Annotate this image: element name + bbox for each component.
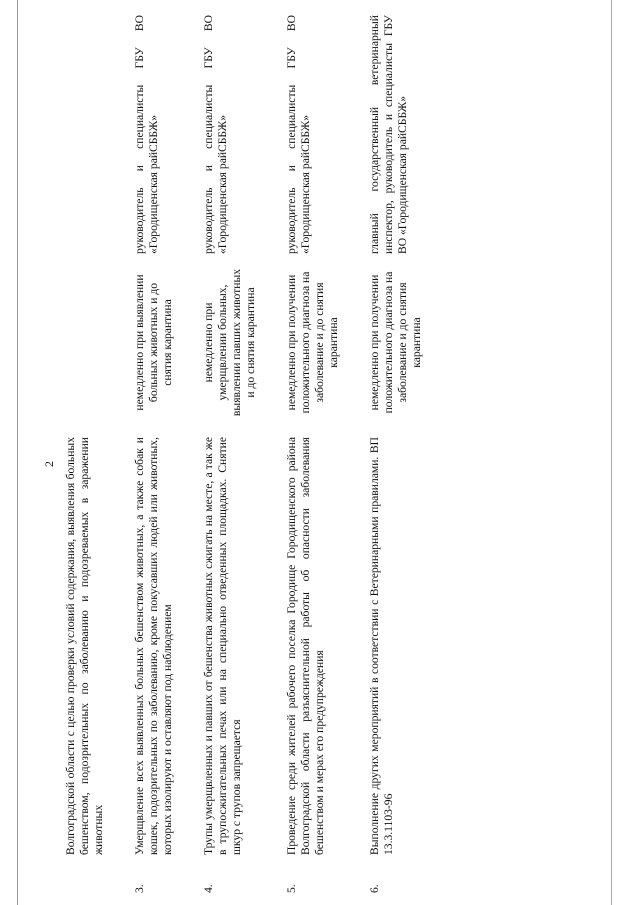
term-text: немедленно при умерщвлении больных, выявлении павших животных и до снятия карантина (202, 268, 257, 417)
table-row (202, 15, 285, 895)
continuation-text: Волгоградской области с целью проверки условий содержания, выявления больных бешенством, подозрительных по заболеванию и подозреваемых в заражении животных (64, 437, 105, 855)
term-text: немедленно при выявлении больных животных и до снятия карантина (133, 274, 174, 411)
measure-text: Проведение среди жителей рабочего поселка Городище Городищенского района Волгоградской области разъяснительной работы об опасности заболевания бешенством и мерах его предупреждения (285, 437, 326, 855)
table-row (133, 15, 202, 895)
page-number: 2 (42, 461, 56, 467)
measures-table (64, 15, 424, 895)
term-text: немедленно при получении положительного диагноза на заболевание и до снятия карантина (285, 271, 340, 414)
responsible-text: руководитель и специалисты ГБУ ВО «Городищенская райСББЖ» (202, 15, 229, 254)
row-number: 4. (202, 884, 215, 893)
row-number: 3. (133, 884, 146, 893)
row-number: 5. (285, 884, 298, 893)
table-row (368, 15, 424, 895)
measure-text: Трупы умерщвленных и павших от бешенства животных сжигать на месте, а так же в трупосжигательных печах или на специально отведенных площадках. Снятие шкур с трупов запрещается (202, 437, 243, 855)
term-text: немедленно при получении положительного диагноза на заболевание и до снятия карантина (368, 271, 423, 414)
measure-text: Выполнение других мероприятий в соответствии с Ветеринарными правилами. ВП 13.3.1103-96 (368, 437, 395, 855)
row-number: 6. (368, 884, 381, 893)
table-row (64, 15, 133, 895)
measure-text: Умерщвление всех выявленных больных бешенством животных, а также собак и кошек, подозрительных по заболеванию, кроме покусавших людей или животных, которых изолируют и оставляют под наблюдением (133, 437, 174, 855)
responsible-text: руководитель и специалисты ГБУ ВО «Городищенская райСББЖ» (285, 15, 312, 254)
table-row (285, 15, 368, 895)
responsible-text: главный государственный ветеринарный инспектор, руководитель и специалисты ГБУ ВО «Городищенская райСББЖ» (368, 15, 409, 254)
bottom-rule (611, 0, 612, 905)
top-rule (17, 0, 18, 905)
responsible-text: руководитель и специалисты ГБУ ВО «Городищенская райСББЖ» (133, 15, 160, 254)
